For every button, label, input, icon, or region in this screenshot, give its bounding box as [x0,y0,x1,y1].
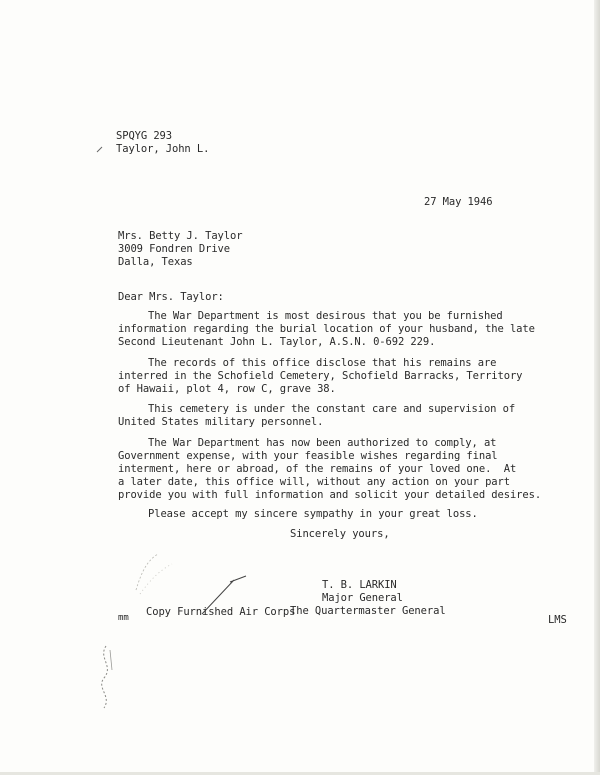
paragraph-4-line-3: interment, here or abroad, of the remains of your loved one. At [118,463,517,475]
paragraph-4-line-2: Government expense, with your feasible wishes regarding final [118,450,498,462]
paragraph-5-line-1: Please accept my sincere sympathy in your great loss. [148,508,478,520]
paragraph-4-line-4: a later date, this office will, without any action on your part [118,476,510,488]
typist-initials: LMS [548,614,567,626]
signatory-rank: Major General [322,592,403,604]
paragraph-3-line-2: United States military personnel. [118,416,324,428]
paragraph-2-line-1: The records of this office disclose that his remains are [148,357,497,369]
signatory-name: T. B. LARKIN [322,579,397,591]
letter-date: 27 May 1946 [424,196,493,208]
paragraph-1-line-2: information regarding the burial location of your husband, the late [118,323,535,335]
file-name: Taylor, John L. [116,143,210,155]
paragraph-4-line-1: The War Department has now been authorized to comply, at [148,437,497,449]
recipient-street: 3009 Fondren Drive [118,243,230,255]
recipient-city: Dalla, Texas [118,256,193,268]
paragraph-2-line-3: of Hawaii, plot 4, row C, grave 38. [118,383,336,395]
paragraph-2-line-2: interred in the Schofield Cemetery, Schofield Barracks, Territory [118,370,523,382]
complimentary-closing: Sincerely yours, [290,528,390,540]
pencil-scribble-mark [94,640,124,720]
recipient-name: Mrs. Betty J. Taylor [118,230,243,242]
copy-note-prefix: mm [118,613,129,623]
faint-stamp-mark [128,540,188,600]
signatory-title: The Quartermaster General [290,605,446,617]
copy-furnished-note: Copy Furnished Air Corps [146,606,296,618]
paragraph-1-line-3: Second Lieutenant John L. Taylor, A.S.N. 0-692 229. [118,336,436,348]
paragraph-4-line-5: provide you with full information and solicit your detailed desires. [118,489,542,501]
paragraph-3-line-1: This cemetery is under the constant care and supervision of [148,403,516,415]
page-edge-shadow [594,0,600,775]
paragraph-1-line-1: The War Department is most desirous that you be furnished [148,310,503,322]
pencil-tick-mark [96,146,104,154]
file-code: SPQYG 293 [116,130,172,142]
salutation: Dear Mrs. Taylor: [118,291,224,303]
